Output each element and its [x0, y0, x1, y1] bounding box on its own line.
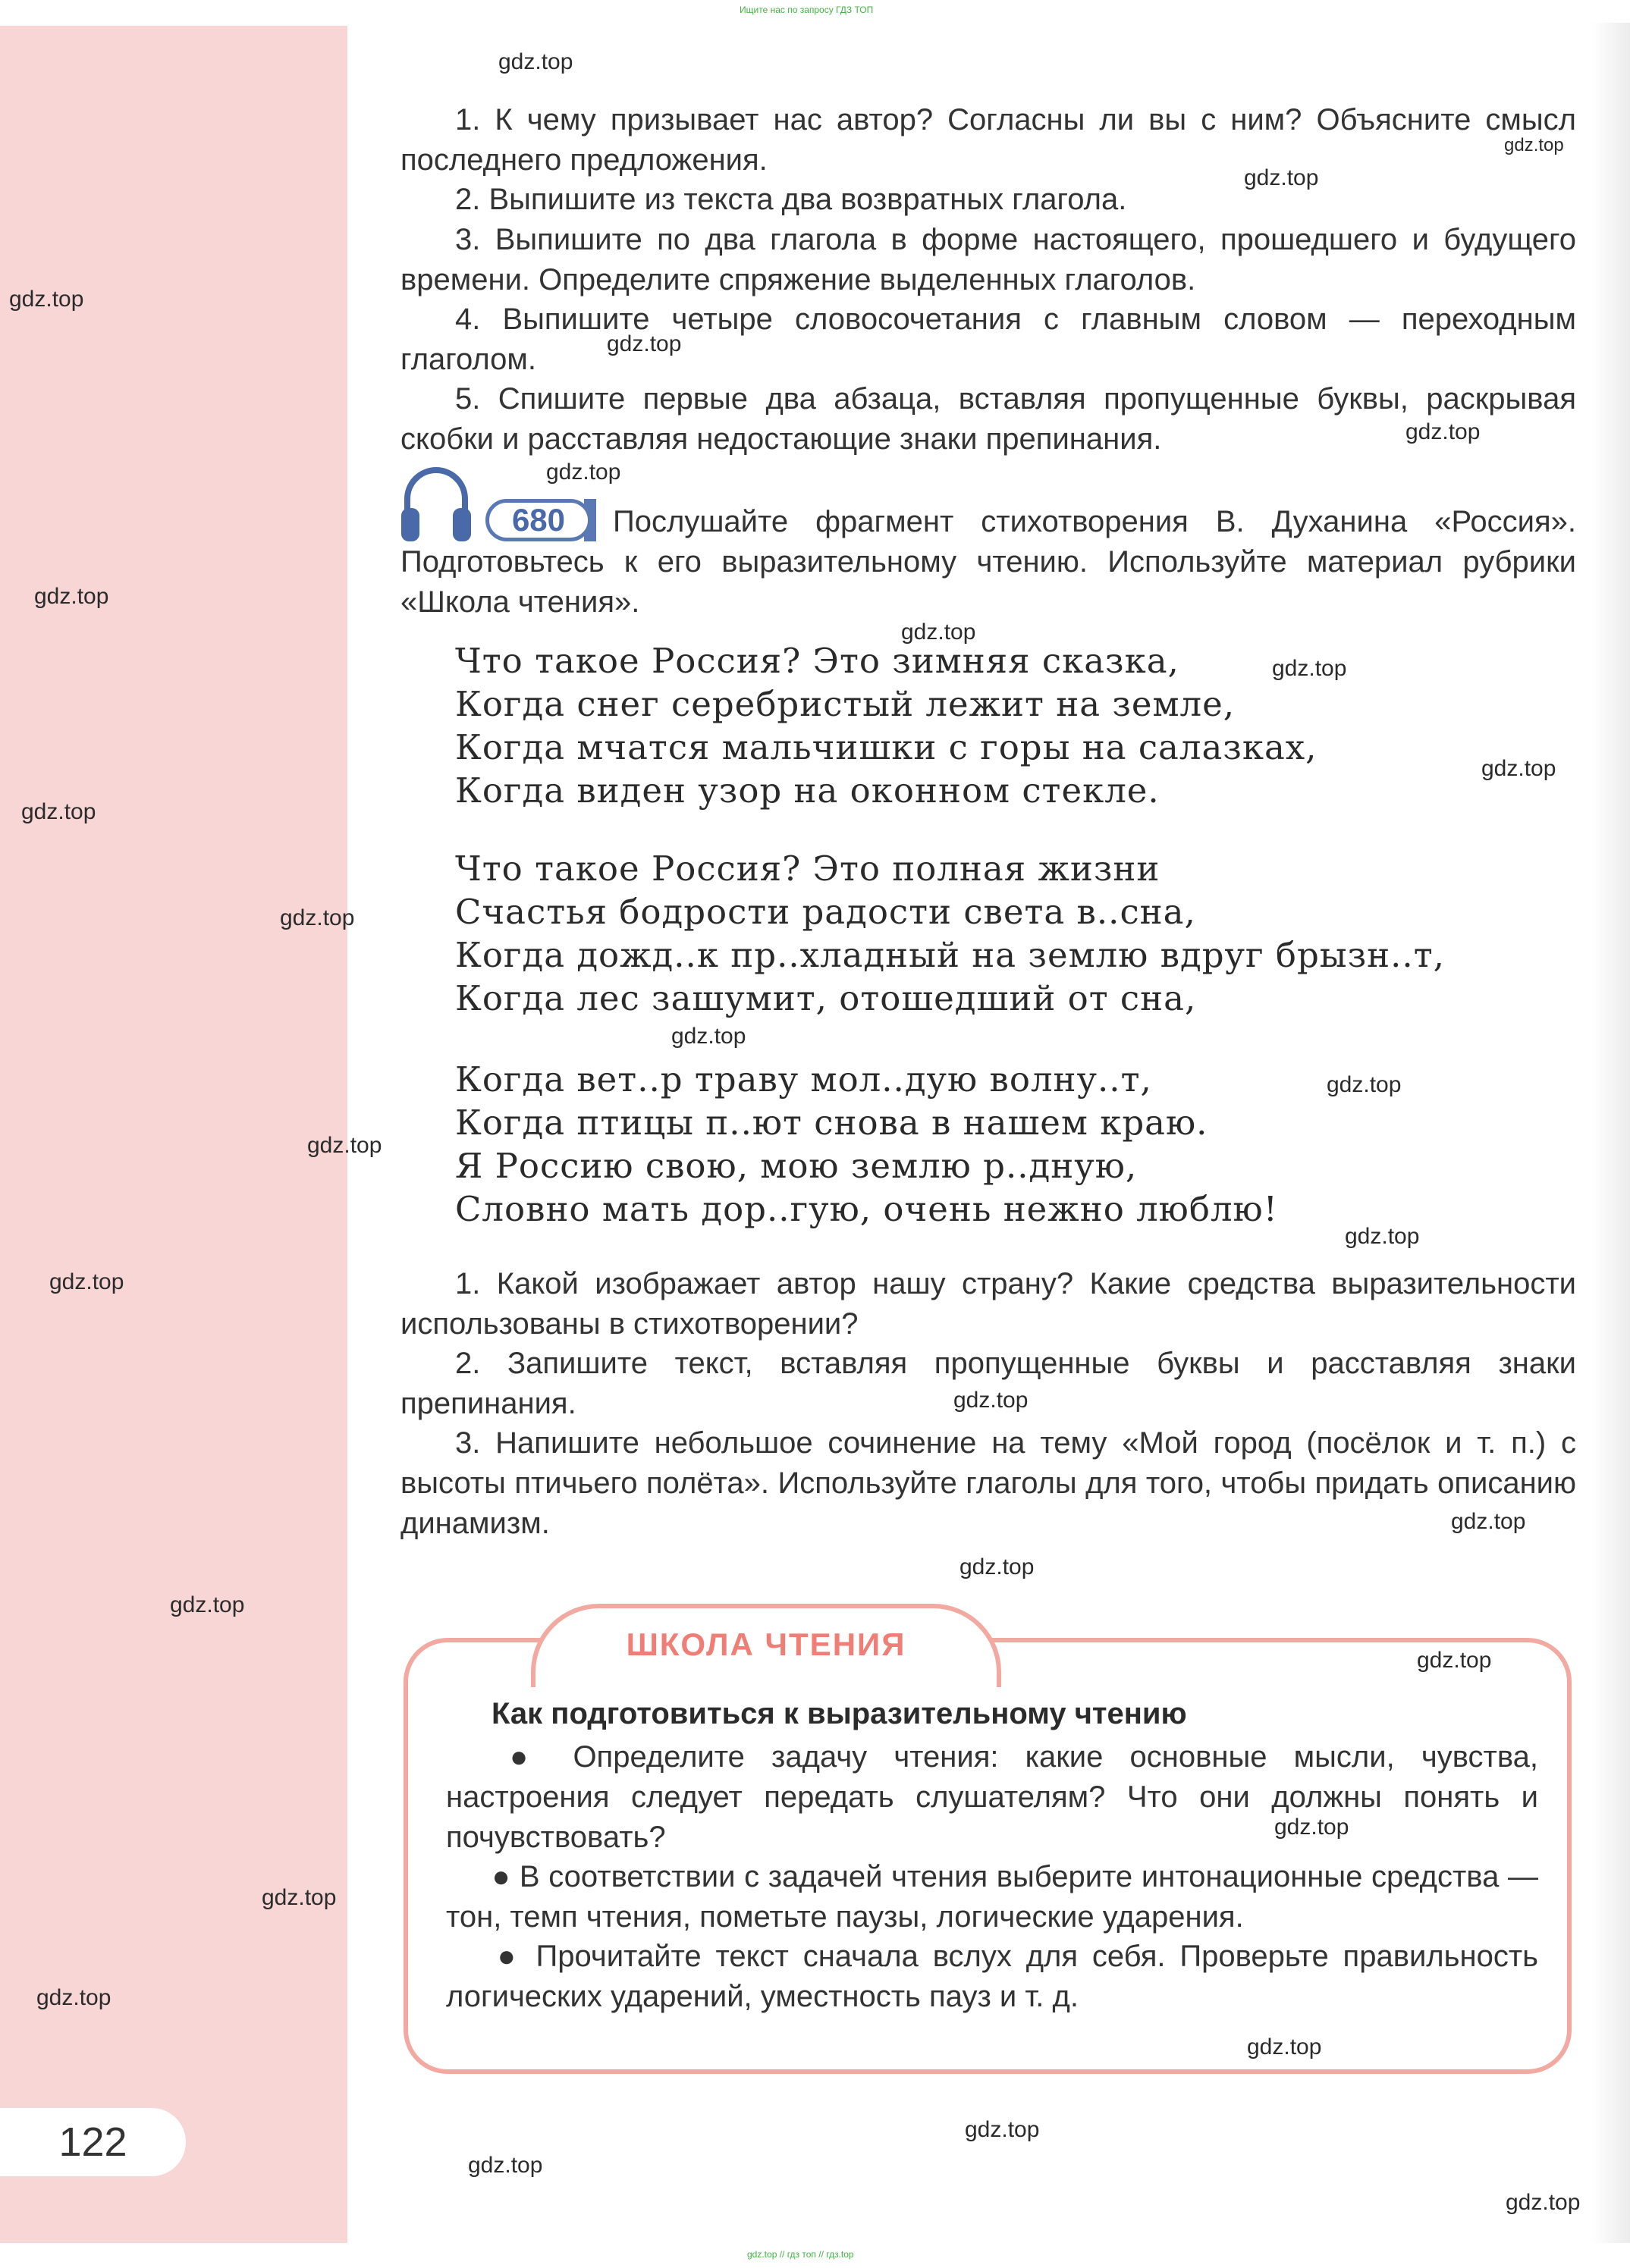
- reading-school-bullet-3: ● Прочитайте текст сначала вслух для себя. Проверьте правильность логических ударений, уместность пауз и т. д.: [446, 1940, 1538, 2013]
- bullet-icon: ●: [492, 1860, 511, 1893]
- page-edge-shadow: [1591, 23, 1630, 2244]
- exercise-task: Послушайте фрагмент стихотворения В. Духанина «Россия». Подготовьтесь к его выразительному чтению. Используйте материал рубрики «Школа чтения».: [400, 505, 1576, 619]
- watermark: gdz.top: [498, 49, 573, 74]
- poem-line: Когда вет..р траву мол..дую волну..т,: [455, 1059, 1152, 1099]
- watermark: gdz.top: [36, 1985, 111, 2010]
- watermark: gdz.top: [1327, 1072, 1402, 1097]
- poem-line: Когда птицы п..ют снова в нашем краю.: [455, 1103, 1208, 1143]
- poem-line: Когда лес зашумит, отошедший от сна,: [455, 978, 1197, 1018]
- watermark: gdz.top: [1417, 1648, 1492, 1673]
- watermark: gdz.top: [1451, 1509, 1526, 1534]
- exercise-number: 680: [485, 499, 592, 541]
- watermark: gdz.top: [9, 287, 84, 312]
- question-top-5: 5. Спишите первые два абзаца, вставляя пропущенные буквы, раскрывая скобки и расставляя недостающие знаки препинания.: [400, 382, 1576, 456]
- question-top-3: 3. Выпишите по два глагола в форме настоящего, прошедшего и будущего времени. Определите спряжение выделенных глаголов.: [400, 223, 1576, 296]
- poem-line: Что такое Россия? Это полная жизни: [455, 849, 1160, 889]
- question-bottom-1: 1. Какой изображает автор нашу страну? Какие средства выразительности использованы в стихотворении?: [400, 1267, 1576, 1341]
- watermark: gdz.top: [1405, 419, 1481, 444]
- poem-stanza-1: [455, 639, 1593, 812]
- poem-line: Я Россию свою, мою землю р..дную,: [455, 1146, 1138, 1186]
- reading-school-title: ШКОЛА ЧТЕНИЯ: [626, 1626, 906, 1662]
- watermark: gdz.top: [546, 460, 621, 485]
- question-bottom-3: 3. Напишите небольшое сочинение на тему «Мой город (посёлок и т. п.) с высоты птичьего полёта». Используйте глаголы для того, чтобы придать описанию динамизм.: [400, 1426, 1576, 1540]
- watermark: gdz.top: [1247, 2034, 1322, 2059]
- reading-school-bullet-2: ● В соответствии с задачей чтения выберите интонационные средства — тон, темп чтения, пометьте паузы, логические ударения.: [446, 1860, 1538, 1934]
- watermark: gdz.top: [1481, 756, 1556, 781]
- poem-line: Когда дожд..к пр..хладный на землю вдруг брызн..т,: [455, 935, 1445, 975]
- watermark: gdz.top: [1272, 656, 1347, 681]
- page-number: 122: [0, 2108, 186, 2176]
- watermark: gdz.top: [21, 799, 96, 824]
- footer-note: gdz.top // гдз топ // гдз.top: [747, 2249, 854, 2260]
- question-top-1: 1. К чему призывает нас автор? Согласны ли вы с ним? Объясните смысл последнего предложения.: [400, 103, 1576, 177]
- watermark: gdz.top: [49, 1269, 124, 1294]
- watermark: gdz.top: [1345, 1224, 1420, 1249]
- watermark: gdz.top: [262, 1885, 337, 1910]
- watermark: gdz.top: [170, 1592, 245, 1617]
- watermark: gdz.top: [965, 2117, 1040, 2142]
- reading-school-bullet-1: ● Определите задачу чтения: какие основные мысли, чувства, настроения следует передать слушателям? Что они должны понять и почувствовать?: [446, 1740, 1538, 1854]
- watermark: gdz.top: [34, 584, 109, 609]
- poem-stanza-3: [455, 1058, 1593, 1231]
- watermark: gdz.top: [1506, 2190, 1581, 2215]
- watermark: gdz.top: [280, 905, 355, 930]
- poem-stanza-2: [455, 847, 1593, 1020]
- watermark: gdz.top: [307, 1133, 382, 1158]
- reading-school-heading: Как подготовиться к выразительному чтению: [492, 1697, 1187, 1730]
- watermark: gdz.top: [901, 620, 976, 645]
- watermark: gdz.top: [953, 1388, 1029, 1413]
- poem-line: Когда виден узор на оконном стекле.: [455, 770, 1160, 811]
- question-bottom-2: 2. Запишите текст, вставляя пропущенные буквы и расставляя знаки препинания.: [400, 1347, 1576, 1420]
- poem-line: Счастья бодрости радости света в..сна,: [455, 892, 1196, 932]
- poem-line: Когда снег серебристый лежит на земле,: [455, 684, 1236, 724]
- poem-line: Что такое Россия? Это зимняя сказка,: [455, 641, 1179, 681]
- poem-line: Словно мать дор..гую, очень нежно люблю!: [455, 1189, 1278, 1229]
- watermark: gdz.top: [607, 331, 682, 356]
- poem-line: Когда мчатся мальчишки с горы на салазках,: [455, 727, 1318, 767]
- watermark: gdz.top: [468, 2153, 543, 2178]
- question-top-2: 2. Выпишите из текста два возвратных глагола.: [455, 183, 1127, 216]
- question-top-4: 4. Выпишите четыре словосочетания с главным словом — переходным глаголом.: [400, 303, 1576, 376]
- watermark: gdz.top: [1274, 1815, 1349, 1840]
- bullet-icon: ●: [492, 1740, 547, 1774]
- bullet-icon: ●: [492, 1940, 522, 1973]
- header-note: Ищите нас по запросу ГДЗ ТОП: [740, 5, 874, 15]
- watermark: gdz.top: [1244, 165, 1319, 190]
- watermark: gdz.top: [959, 1554, 1035, 1579]
- watermark: gdz.top: [1504, 135, 1564, 155]
- watermark: gdz.top: [671, 1024, 746, 1049]
